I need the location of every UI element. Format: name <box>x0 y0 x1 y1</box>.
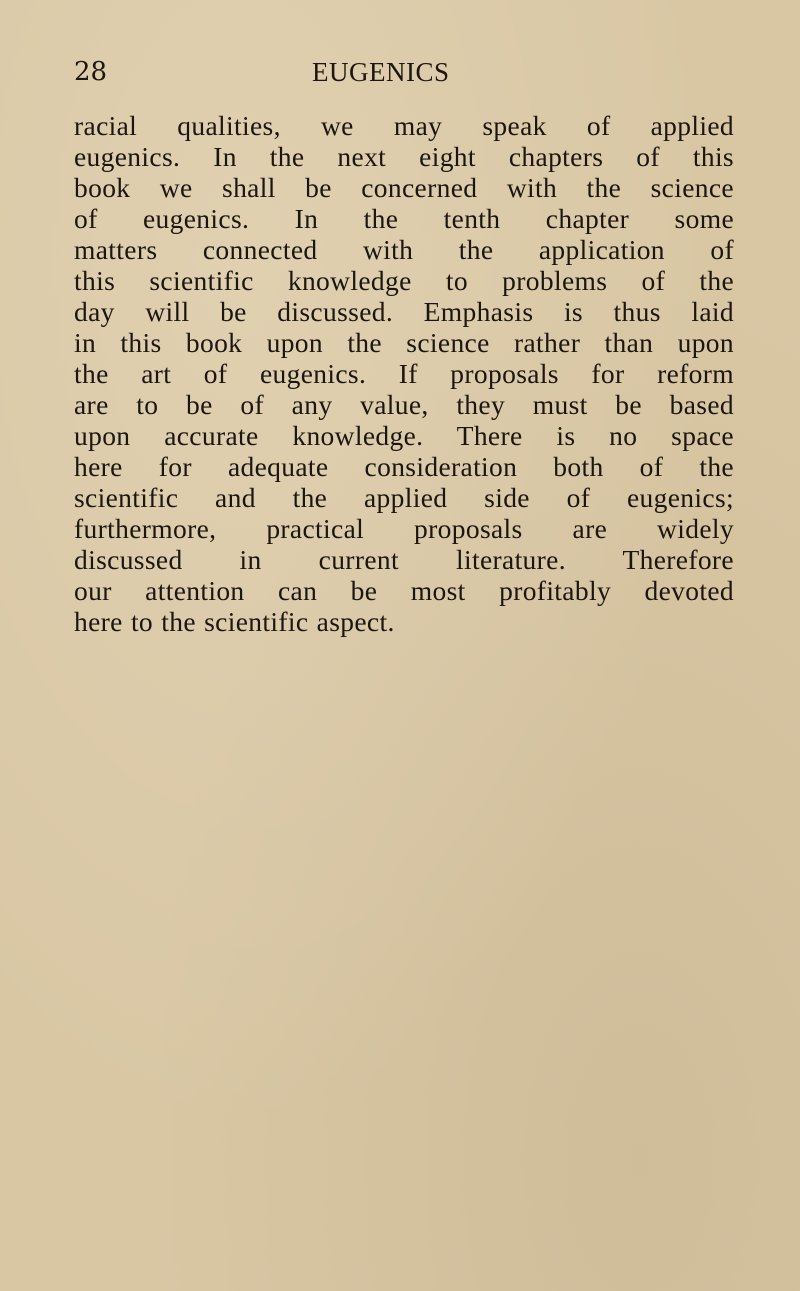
chapter-title: EUGENICS <box>312 57 450 87</box>
text-line: of eugenics. In the tenth chapter some <box>74 203 734 234</box>
text-line: here to the scientific aspect. <box>74 606 395 637</box>
text-line: matters connected with the application of <box>74 234 734 265</box>
page-number: 28 <box>74 57 108 87</box>
body-paragraph <box>74 110 734 637</box>
text-line: scientific and the applied side of eugenics; <box>74 482 734 513</box>
text-line: the art of eugenics. If proposals for reform <box>74 358 734 389</box>
text-line: day will be discussed. Emphasis is thus laid <box>74 296 734 327</box>
text-line: upon accurate knowledge. There is no space <box>74 420 734 451</box>
text-line: here for adequate consideration both of the <box>74 451 734 482</box>
text-line: are to be of any value, they must be based <box>74 389 734 420</box>
text-line: this scientific knowledge to problems of the <box>74 265 734 296</box>
text-line: furthermore, practical proposals are widely <box>74 513 734 544</box>
text-line: in this book upon the science rather than upon <box>74 327 734 358</box>
text-line: racial qualities, we may speak of applied <box>74 110 734 141</box>
text-line: our attention can be most profitably devoted <box>74 575 734 606</box>
text-line: book we shall be concerned with the science <box>74 172 734 203</box>
text-line: eugenics. In the next eight chapters of this <box>74 141 734 172</box>
text-line: discussed in current literature. Therefore <box>74 544 734 575</box>
running-head <box>74 52 734 92</box>
